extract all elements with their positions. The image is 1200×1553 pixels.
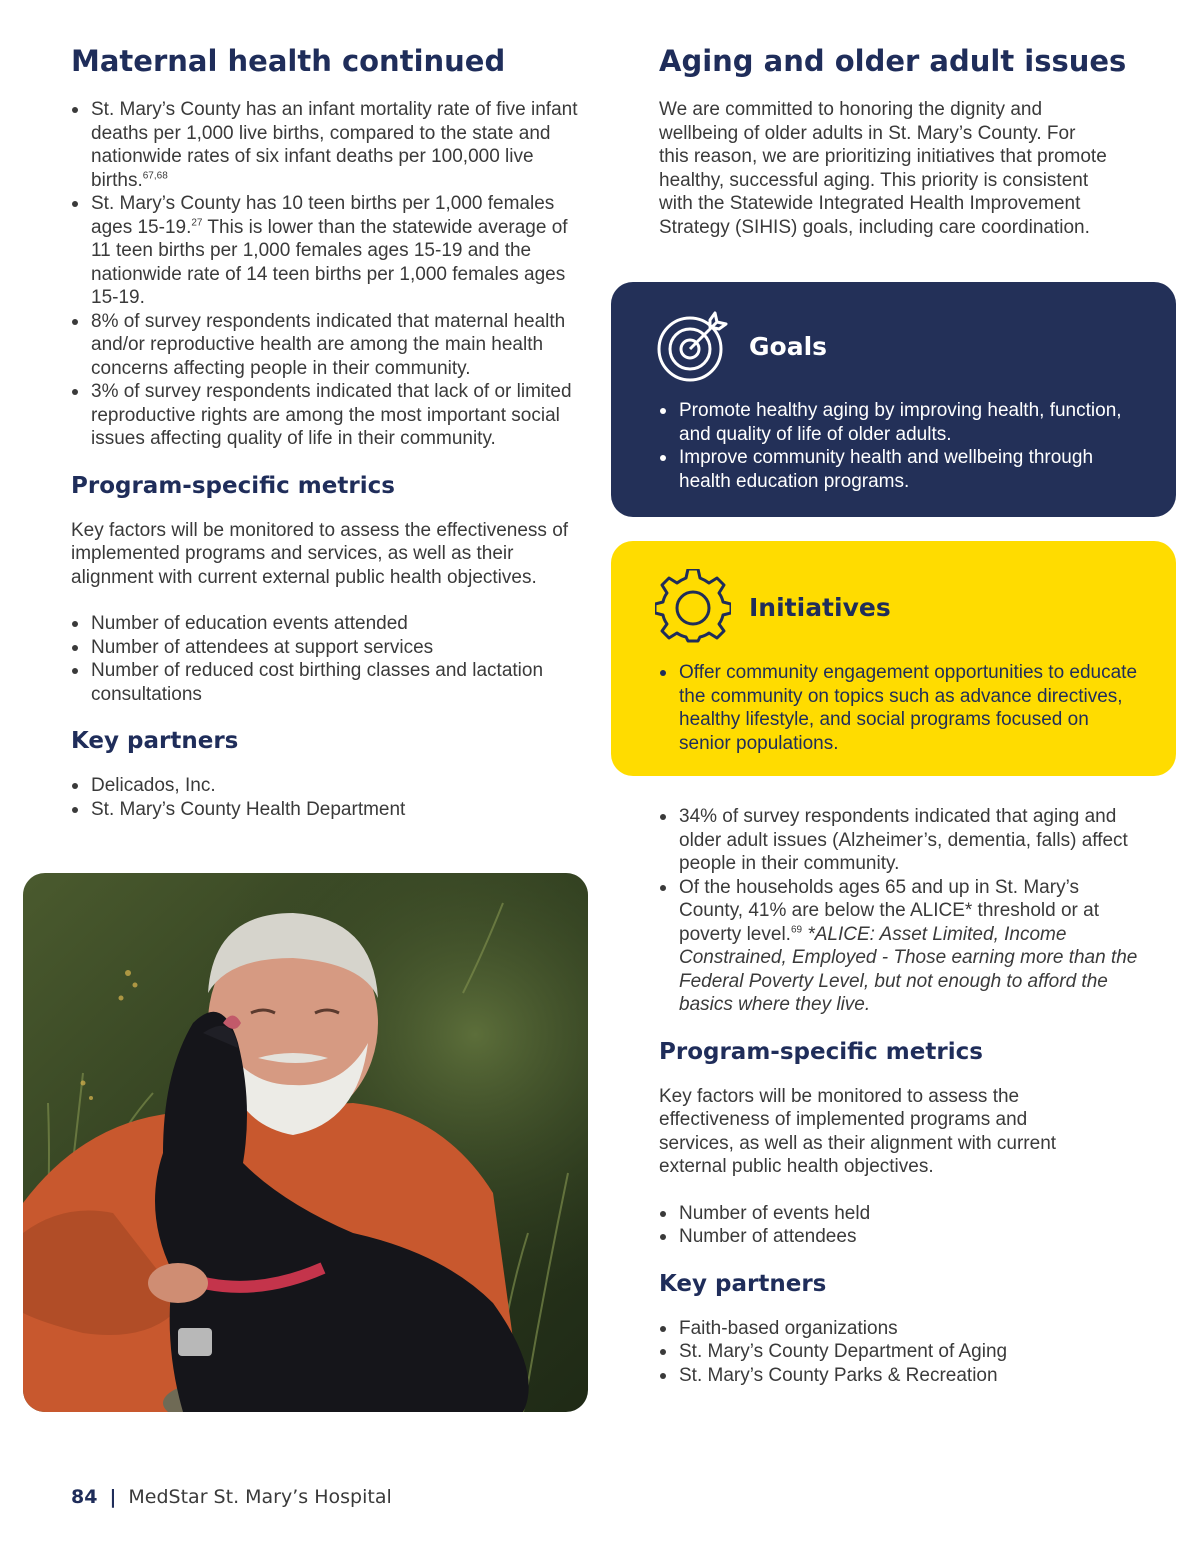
right-column-bottom xyxy=(659,805,1139,1387)
key-partners-heading: Key partners xyxy=(71,728,239,754)
footnote-ref: 27 xyxy=(191,217,203,229)
section-title-aging: Aging and older adult issues xyxy=(659,44,1127,78)
list-item xyxy=(659,876,1139,1017)
list-item: St. Mary’s County Department of Aging xyxy=(659,1340,1139,1364)
metrics-intro: Key factors will be monitored to assess the effectiveness of implemented programs and services, as well as their alignment with current external public health objectives. xyxy=(71,519,569,588)
page-footer xyxy=(71,1486,392,1508)
footer-separator: | xyxy=(109,1486,117,1508)
footer-org: MedStar St. Mary’s Hospital xyxy=(128,1486,392,1508)
list-item: Promote healthy aging by improving health, function, and quality of life of older adults. xyxy=(659,399,1139,446)
list-item: Number of attendees at support services xyxy=(71,636,586,660)
list-item: Number of events held xyxy=(659,1202,1139,1226)
list-item: St. Mary’s County Health Department xyxy=(71,798,586,822)
list-item: Improve community health and wellbeing through health education programs. xyxy=(659,446,1139,493)
aging-stats-list xyxy=(659,805,1139,1017)
goals-title: Goals xyxy=(749,332,828,361)
goals-box xyxy=(611,282,1176,517)
list-item: Faith-based organizations xyxy=(659,1317,1139,1341)
list-item: 34% of survey respondents indicated that aging and older adult issues (Alzheimer’s, dementia, falls) affect people in their community. xyxy=(659,805,1139,876)
left-column xyxy=(71,42,586,821)
list-item: Offer community engagement opportunities to educate the community on topics such as advance directives, healthy lifestyle, and social programs focused on senior populations. xyxy=(659,661,1139,755)
partners-list xyxy=(659,1317,1139,1388)
list-item-text-continued: This is lower than the statewide average of 11 teen births per 1,000 females ages 15-19 and the nationwide rate of 14 teen births per 1,000 females ages 15-19. xyxy=(91,216,568,308)
metrics-intro: Key factors will be monitored to assess the effectiveness of implemented programs and services, as well as their alignment with current external public health objectives. xyxy=(659,1085,1057,1177)
list-item: 3% of survey respondents indicated that lack of or limited reproductive rights are among the most important social issues affecting quality of life in their community. xyxy=(71,380,586,451)
initiatives-title: Initiatives xyxy=(749,593,891,622)
gear-icon xyxy=(655,569,731,650)
metrics-heading: Program-specific metrics xyxy=(71,472,395,499)
right-column-top xyxy=(659,42,1139,239)
maternal-stats-list xyxy=(71,98,586,451)
list-item: Number of attendees xyxy=(659,1225,1139,1249)
list-item-text: St. Mary’s County has an infant mortality rate of five infant deaths per 1,000 live births, compared to the state and nationwide rates of six infant deaths per 100,000 live births. xyxy=(91,99,578,191)
list-item xyxy=(71,192,586,310)
list-item: Number of reduced cost birthing classes and lactation consultations xyxy=(71,659,586,706)
photo-man-with-dog xyxy=(23,873,588,1412)
initiatives-box xyxy=(611,541,1176,776)
list-item: 8% of survey respondents indicated that maternal health and/or reproductive health are among the main health concerns affecting people in their community. xyxy=(71,310,586,381)
list-item: Delicados, Inc. xyxy=(71,774,586,798)
partners-list xyxy=(71,774,586,821)
footnote-ref: 69 xyxy=(790,924,803,936)
page-number: 84 xyxy=(71,1486,98,1508)
list-item: Number of education events attended xyxy=(71,612,586,636)
target-icon xyxy=(655,310,729,389)
list-item-text: Of the households ages 65 and up in St. Mary’s County, 41% are below the ALICE* threshold or at poverty level. xyxy=(679,876,1100,945)
metrics-list xyxy=(659,1202,1139,1249)
footnote-ref: 67,68 xyxy=(142,170,168,182)
aging-intro: We are committed to honoring the dignity and wellbeing of older adults in St. Mary’s County. For this reason, we are prioritizing initiatives that promote healthy, successful aging. This priority is consistent with the Statewide Integrated Health Improvement Strategy (SIHIS) goals, including care coordination. xyxy=(659,99,1107,238)
metrics-heading: Program-specific metrics xyxy=(659,1038,983,1065)
key-partners-heading: Key partners xyxy=(659,1270,827,1297)
photo-illustration xyxy=(23,873,588,1412)
initiatives-list xyxy=(659,661,1139,755)
section-title-maternal-health: Maternal health continued xyxy=(71,44,506,78)
list-item: St. Mary’s County Parks & Recreation xyxy=(659,1364,1139,1388)
alice-definition: *ALICE: Asset Limited, Income Constrained, Employed - Those earning more than the Federal Poverty Level, but not enough to afford the basics where they live. xyxy=(679,923,1138,1015)
list-item xyxy=(71,98,586,192)
list-item-text: St. Mary’s County has 10 teen births per 1,000 females ages 15-19. xyxy=(91,193,555,238)
metrics-list xyxy=(71,612,586,706)
goals-list xyxy=(659,399,1139,493)
